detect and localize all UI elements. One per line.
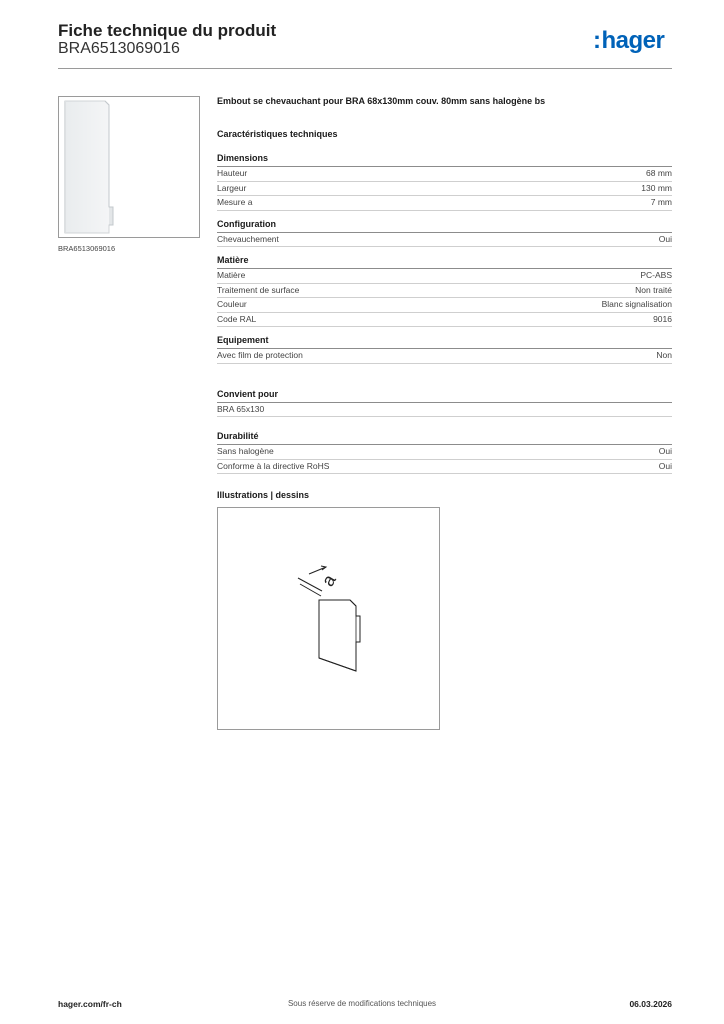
group-title: Matière — [217, 255, 672, 269]
spec-row — [217, 445, 672, 460]
specs-heading: Caractéristiques techniques — [217, 129, 338, 139]
logo-dots: : — [593, 27, 601, 54]
spec-label: Largeur — [217, 182, 247, 193]
spec-row — [217, 298, 672, 313]
spec-group-durability — [217, 431, 672, 474]
spec-label: Conforme à la directive RoHS — [217, 460, 330, 471]
spec-row — [217, 460, 672, 475]
main-content — [217, 96, 672, 730]
spec-value: Oui — [658, 446, 672, 456]
spec-value: 9016 — [653, 313, 672, 324]
spec-row — [217, 196, 672, 211]
dimension-label-a: a — [317, 571, 340, 590]
spec-row — [217, 403, 672, 418]
spec-label: Hauteur — [217, 168, 248, 178]
illustration-frame — [217, 507, 440, 730]
group-title: Configuration — [217, 219, 672, 233]
spacer — [217, 372, 672, 389]
group-title: Equipement — [217, 335, 672, 349]
spec-group-equipment — [217, 335, 672, 364]
spec-group-dimensions — [217, 153, 672, 211]
logo-word: hager — [601, 27, 665, 54]
spec-value: Oui — [658, 233, 672, 244]
end-cap-photo — [59, 97, 199, 237]
spec-row — [217, 313, 672, 328]
footer-website: hager.com/fr-ch — [58, 999, 122, 1009]
spec-group-configuration — [217, 219, 672, 248]
spec-value: 130 mm — [641, 182, 672, 193]
spec-label: Traitement de surface — [217, 284, 300, 295]
header-divider — [58, 68, 672, 69]
spec-label: BRA 65x130 — [217, 403, 265, 414]
spec-label: Matière — [217, 270, 246, 280]
footer-notice: Sous réserve de modifications techniques — [287, 999, 437, 1008]
illustrations-heading: Illustrations | dessins — [217, 490, 310, 500]
spec-label: Mesure a — [217, 197, 253, 207]
spec-row — [217, 233, 672, 248]
product-image-caption: BRA6513069016 — [58, 244, 116, 253]
spec-row — [217, 284, 672, 299]
spec-label: Sans halogène — [217, 446, 274, 456]
spec-label: Avec film de protection — [217, 350, 303, 360]
spec-group-compatible — [217, 389, 672, 418]
group-title: Dimensions — [217, 153, 672, 167]
spec-label: Chevauchement — [217, 233, 279, 244]
spec-value: Non traité — [635, 284, 672, 295]
spec-label: Code RAL — [217, 313, 257, 324]
product-image — [58, 96, 200, 238]
spec-value: Oui — [658, 460, 672, 471]
group-title: Durabilité — [217, 431, 672, 445]
product-reference: BRA6513069016 — [58, 40, 180, 57]
spec-label: Couleur — [217, 299, 247, 309]
spec-row — [217, 182, 672, 197]
group-title: Convient pour — [217, 389, 672, 403]
document-title: Fiche technique du produit — [58, 21, 277, 40]
spec-row — [217, 349, 672, 364]
spec-value: PC-ABS — [640, 270, 672, 280]
end-cap-line-drawing — [218, 508, 439, 729]
spec-value: Blanc signalisation — [601, 299, 672, 309]
spec-value: Non — [656, 350, 672, 360]
spec-group-material — [217, 255, 672, 327]
product-description: Embout se chevauchant pour BRA 68x130mm couv. 80mm sans halogène bs — [217, 96, 546, 106]
footer-date: 06.03.2026 — [629, 999, 672, 1009]
spec-value: 68 mm — [646, 168, 672, 178]
spec-row — [217, 167, 672, 182]
spec-row — [217, 269, 672, 284]
spec-value: 7 mm — [650, 197, 672, 207]
hager-logo — [593, 27, 664, 55]
